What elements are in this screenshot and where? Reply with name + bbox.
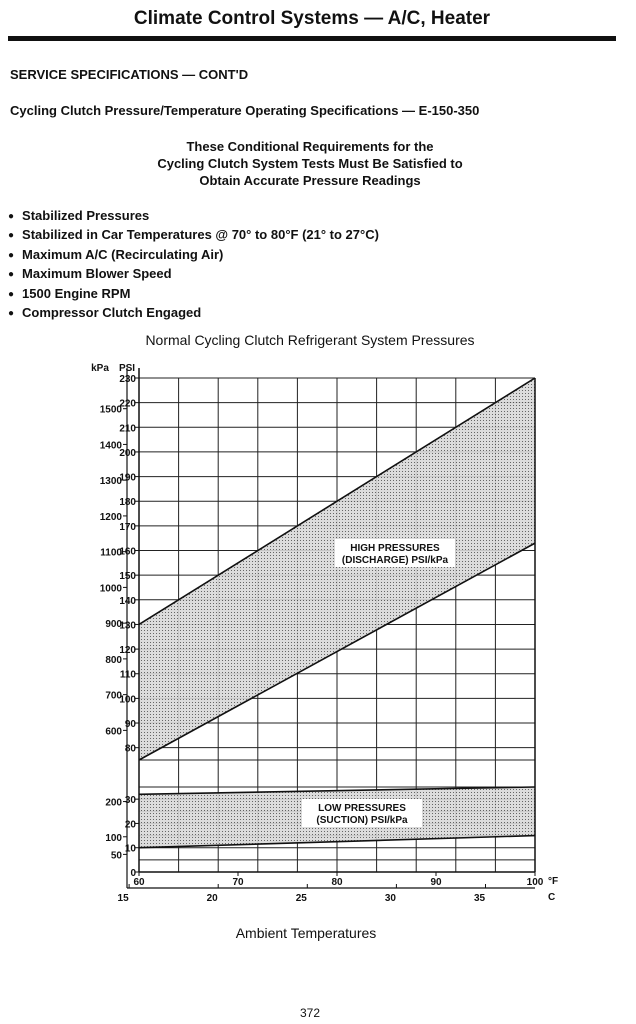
section-subheading: Cycling Clutch Pressure/Temperature Operating Specifications — E-150-350	[10, 103, 480, 118]
psi-tick-label: 180	[119, 497, 136, 509]
high-pressure-label: (DISCHARGE) PSI/kPa	[341, 555, 449, 566]
fahrenheit-tick-label: 60	[133, 877, 145, 888]
kpa-tick-label: 50	[110, 850, 122, 862]
psi-tick-label: 140	[119, 595, 136, 607]
high-pressure-label: HIGH PRESSURES	[350, 543, 440, 554]
low-pressure-label: LOW PRESSURES	[318, 803, 406, 814]
psi-tick-label: 230	[119, 374, 136, 385]
condition-item: ● Maximum Blower Speed	[8, 265, 379, 284]
fahrenheit-tick-label: 90	[430, 877, 442, 888]
kpa-tick-label: 600	[105, 726, 122, 738]
fahrenheit-tick-label: 70	[232, 877, 244, 888]
celsius-unit-label: C	[548, 892, 556, 903]
chart-title: Normal Cycling Clutch Refrigerant System Pressures	[145, 332, 475, 348]
psi-tick-label: 200	[119, 447, 136, 459]
psi-tick-label: 110	[119, 669, 136, 681]
psi-tick-label: 90	[124, 719, 136, 731]
conditions-line: These Conditional Requirements for the	[186, 139, 434, 154]
celsius-tick-label: 15	[117, 893, 129, 904]
psi-unit-label: PSI	[118, 363, 136, 374]
psi-tick-label: 100	[119, 694, 136, 706]
psi-tick-label: 130	[119, 620, 136, 632]
fahrenheit-unit-label: °F	[548, 876, 559, 887]
kpa-tick-label: 700	[105, 690, 122, 702]
kpa-tick-label: 1300	[99, 476, 122, 488]
section-heading: SERVICE SPECIFICATIONS — CONT'D	[10, 67, 249, 82]
condition-item: ● Stabilized Pressures	[8, 207, 379, 226]
psi-tick-label: 190	[119, 472, 136, 484]
fahrenheit-tick-label: 100	[526, 877, 544, 888]
kpa-tick-label: 1400	[99, 440, 122, 452]
kpa-tick-label: 1100	[100, 547, 122, 559]
psi-tick-label: 10	[124, 843, 136, 855]
kpa-tick-label: 1500	[99, 404, 122, 416]
kpa-tick-label: 1000	[99, 583, 122, 595]
fahrenheit-tick-label: 80	[331, 877, 343, 888]
condition-item: ● Compressor Clutch Engaged	[8, 304, 379, 323]
psi-tick-label: 170	[119, 521, 136, 533]
psi-tick-label: 160	[119, 546, 136, 558]
psi-tick-label: 120	[119, 645, 136, 657]
psi-tick-label: 220	[119, 398, 136, 410]
page-number: 372	[299, 1006, 321, 1020]
kpa-unit-label: kPa	[91, 363, 109, 374]
psi-tick-label: 30	[124, 795, 136, 807]
psi-tick-label: 80	[124, 743, 136, 755]
psi-tick-label: 20	[124, 819, 136, 831]
celsius-tick-label: 25	[295, 893, 307, 904]
conditions-line: Obtain Accurate Pressure Readings	[199, 173, 421, 188]
psi-tick-label: 0	[130, 868, 136, 879]
conditions-line: Cycling Clutch System Tests Must Be Satisfied to	[157, 156, 463, 171]
kpa-tick-label: 200	[105, 797, 122, 809]
kpa-tick-label: 800	[105, 654, 122, 666]
celsius-tick-label: 20	[206, 893, 218, 904]
page-title: Climate Control Systems — A/C, Heater	[133, 8, 491, 29]
celsius-tick-label: 35	[473, 893, 486, 904]
psi-tick-label: 150	[119, 571, 136, 583]
kpa-tick-label: 100	[105, 832, 122, 844]
low-pressure-label: (SUCTION) PSI/kPa	[316, 815, 408, 826]
kpa-tick-label: 900	[105, 619, 122, 631]
condition-item: ● Maximum A/C (Recirculating Air)	[8, 246, 379, 265]
kpa-tick-label: 1200	[99, 511, 122, 523]
psi-tick-label: 210	[119, 423, 136, 435]
condition-item: ● Stabilized in Car Temperatures @ 70° to 80°F (21° to 27°C)	[8, 226, 379, 245]
x-axis-title: Ambient Temperatures	[235, 925, 377, 941]
celsius-tick-label: 30	[384, 893, 396, 904]
condition-item: ● 1500 Engine RPM	[8, 285, 379, 304]
